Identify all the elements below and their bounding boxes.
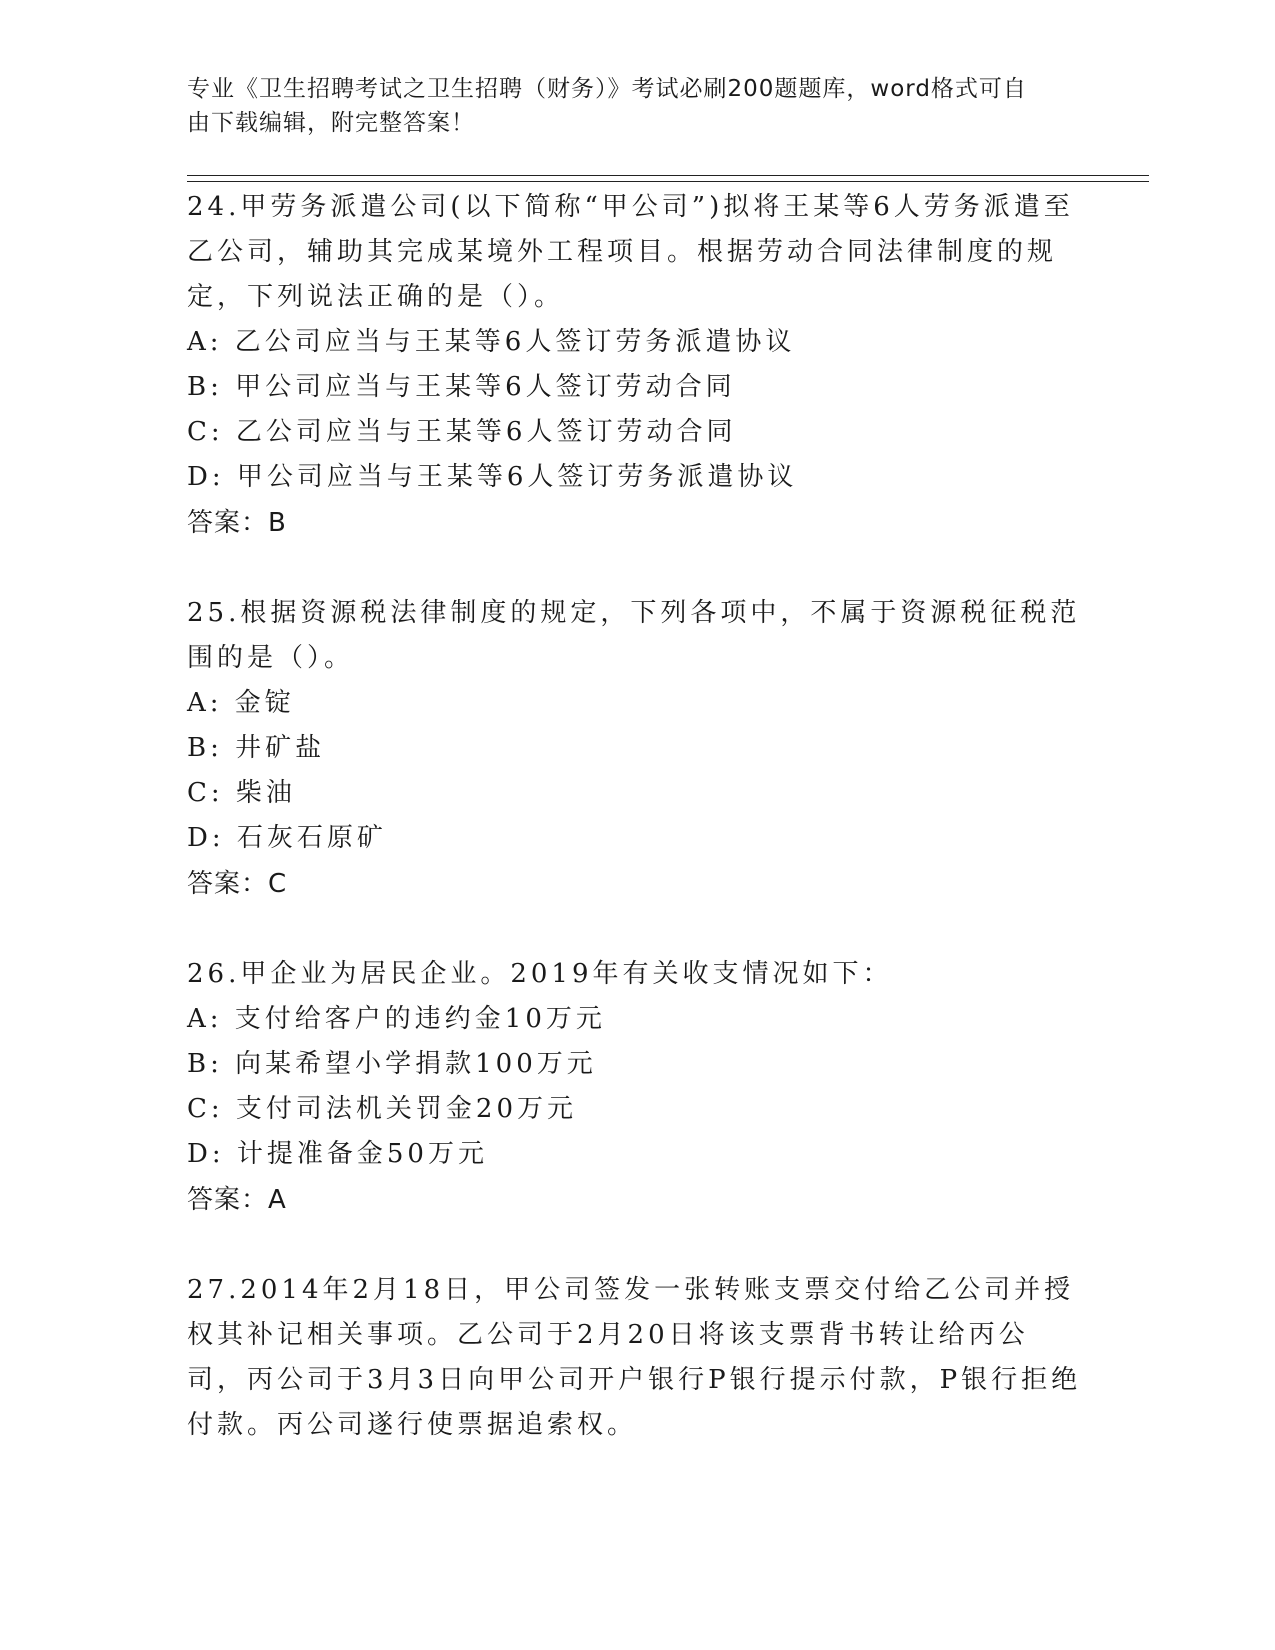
- question-25: [187, 591, 1087, 907]
- header-divider: [187, 175, 1149, 182]
- option-b: B: 甲公司应当与王某等6人签订劳动合同: [187, 372, 736, 402]
- header-title-line-2: 由下载编辑，附完整答案！: [187, 110, 475, 136]
- header-title-line-1: 专业《卫生招聘考试之卫生招聘（财务）》考试必刷200题题库，word格式可自: [187, 76, 1027, 102]
- option-c: C: 支付司法机关罚金20万元: [187, 1094, 578, 1124]
- document-header: [187, 72, 1067, 140]
- option-a: A: 支付给客户的违约金10万元: [187, 1004, 606, 1034]
- answer-label: 答案：B: [187, 508, 287, 538]
- option-b: B: 井矿盐: [187, 733, 326, 763]
- question-stem: 27.2014年2月18日，甲公司签发一张转账支票交付给乙公司并授权其补记相关事项。乙公司于2月20日将该支票背书转让给丙公司，丙公司于3月3日向甲公司开户银行P银行提示付款，P银行拒绝付款。丙公司遂行使票据追索权。: [187, 1275, 1082, 1440]
- question-24: [187, 185, 1087, 546]
- option-d: D: 石灰石原矿: [187, 823, 387, 853]
- option-d: D: 计提准备金50万元: [187, 1139, 488, 1169]
- answer-label: 答案：C: [187, 869, 288, 899]
- option-b: B: 向某希望小学捐款100万元: [187, 1049, 597, 1079]
- question-stem: 24.甲劳务派遣公司(以下简称“甲公司”)拟将王某等6人劳务派遣至乙公司，辅助其完成某境外工程项目。根据劳动合同法律制度的规定，下列说法正确的是（）。: [187, 192, 1074, 312]
- option-a: A: 金锭: [187, 688, 295, 718]
- question-26: [187, 952, 1087, 1223]
- option-d: D: 甲公司应当与王某等6人签订劳务派遣协议: [187, 462, 798, 492]
- question-stem: 26.甲企业为居民企业。2019年有关收支情况如下：: [187, 959, 893, 989]
- question-stem: 25.根据资源税法律制度的规定，下列各项中，不属于资源税征税范围的是（）。: [187, 598, 1081, 673]
- option-c: C: 乙公司应当与王某等6人签订劳动合同: [187, 417, 737, 447]
- option-a: A: 乙公司应当与王某等6人签订劳务派遣协议: [187, 327, 796, 357]
- question-list: [187, 185, 1087, 1493]
- question-27: [187, 1268, 1087, 1448]
- option-c: C: 柴油: [187, 778, 296, 808]
- answer-label: 答案：A: [187, 1185, 287, 1215]
